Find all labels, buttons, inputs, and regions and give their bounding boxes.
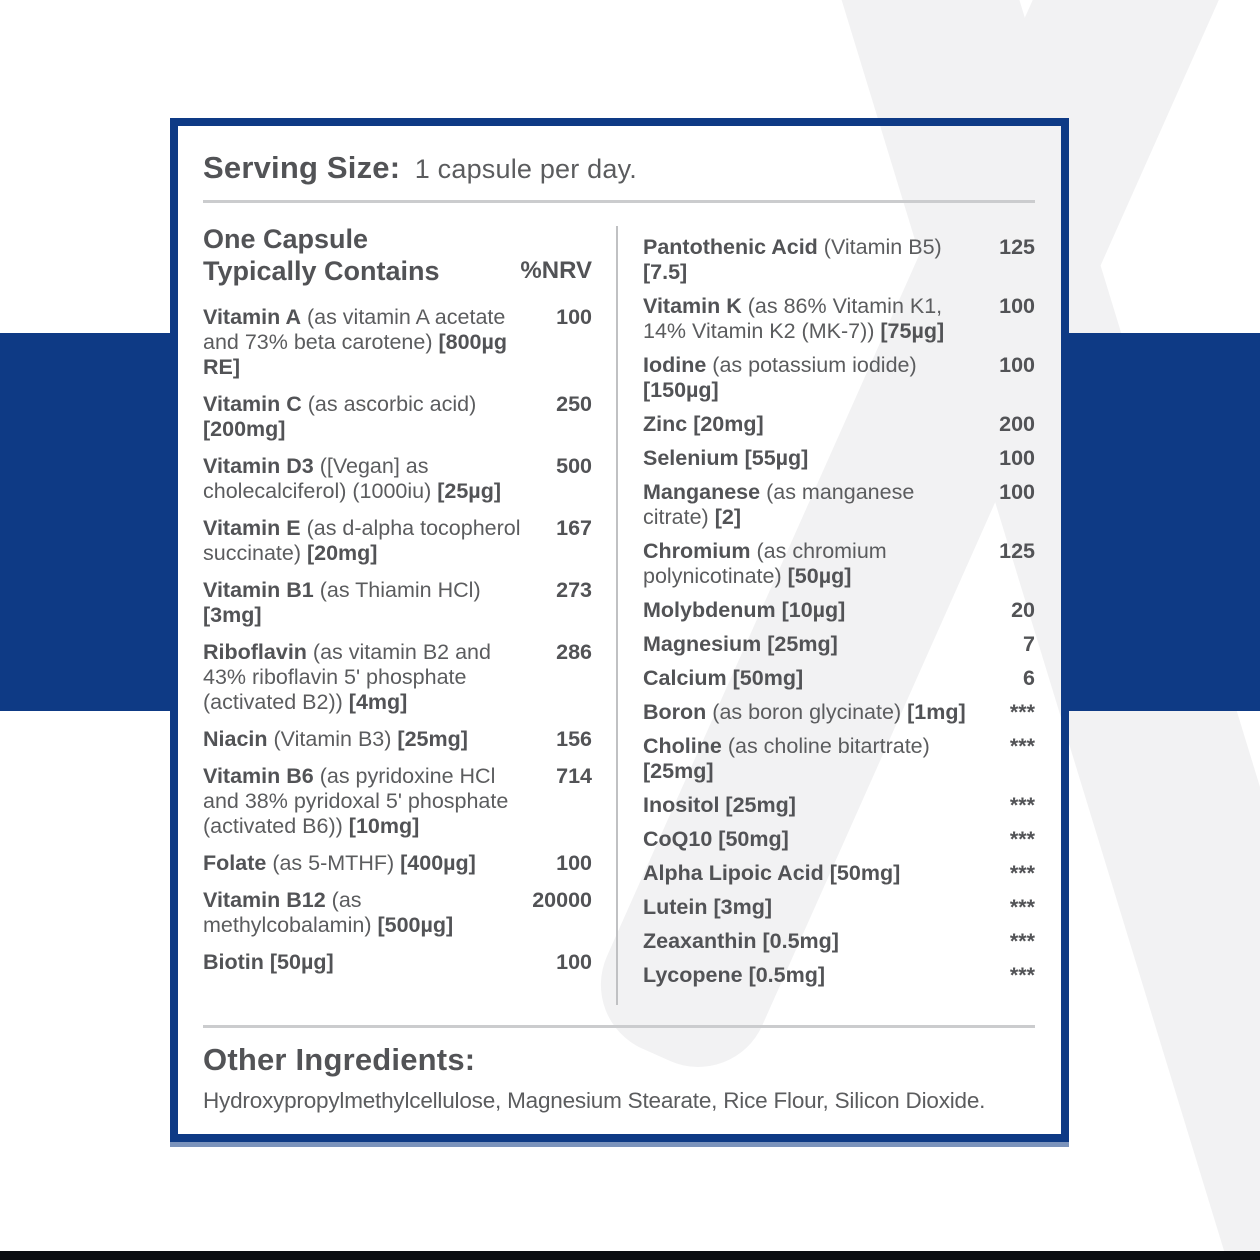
table-row — [643, 666, 1035, 691]
row-amount: [150µg] — [643, 378, 719, 402]
row-desc: (as methylcobalamin) — [203, 888, 372, 937]
row-nrv-value: 200 — [999, 412, 1035, 436]
row-name: Zeaxanthin — [643, 929, 757, 953]
row-desc: (Vitamin B5) — [823, 235, 942, 259]
serving-size-value: 1 capsule per day. — [414, 154, 637, 184]
row-name: Riboflavin — [203, 640, 307, 664]
row-text — [203, 392, 528, 442]
row-nrv-value: 273 — [556, 578, 592, 602]
row-desc: (as vitamin B2 and 43% riboflavin 5' phosphate (activated B2)) — [203, 640, 491, 714]
table-row — [643, 861, 1035, 886]
row-text — [203, 578, 528, 628]
row-nrv-value: 500 — [556, 454, 592, 478]
row-text — [643, 827, 971, 852]
column-header-title — [203, 223, 520, 287]
row-name: Vitamin B12 — [203, 888, 326, 912]
row-name: Vitamin D3 — [203, 454, 314, 478]
row-amount: [3mg] — [203, 603, 262, 627]
row-nrv-value: 100 — [999, 446, 1035, 470]
table-row — [643, 480, 1035, 530]
table-row — [643, 827, 1035, 852]
row-amount: [50µg] — [787, 564, 852, 588]
row-name: Zinc — [643, 412, 688, 436]
table-row — [643, 353, 1035, 403]
row-nrv-value: 20 — [1011, 598, 1035, 622]
row-nrv-value: 7 — [1023, 632, 1035, 656]
row-desc: ([Vegan] as cholecalciferol) (1000iu) — [203, 454, 432, 503]
row-desc: (as chromium polynicotinate) — [643, 539, 887, 588]
row-name: Molybdenum — [643, 598, 776, 622]
row-name: Boron — [643, 700, 707, 724]
row-text — [643, 539, 971, 589]
row-text — [643, 700, 971, 725]
other-ingredients-section — [203, 1025, 1035, 1134]
row-name: Inositol — [643, 793, 720, 817]
row-nrv-value: *** — [1009, 700, 1035, 724]
table-row — [203, 578, 592, 628]
row-nrv-value: 125 — [999, 235, 1035, 259]
row-text — [643, 412, 971, 437]
row-nrv-value: 100 — [556, 950, 592, 974]
row-amount: [7.5] — [643, 260, 688, 284]
column-header-line2: Typically Contains — [203, 256, 440, 286]
row-nrv-value: 100 — [556, 851, 592, 875]
row-text — [643, 666, 971, 691]
row-desc: (as manganese citrate) — [643, 480, 915, 529]
row-text — [643, 793, 971, 818]
row-amount: [25mg] — [725, 793, 796, 817]
table-row — [643, 734, 1035, 784]
row-text — [643, 235, 971, 285]
row-nrv-value: *** — [1009, 827, 1035, 851]
row-name: Alpha Lipoic Acid — [643, 861, 824, 885]
row-name: Vitamin K — [643, 294, 742, 318]
row-amount: [25µg] — [437, 479, 501, 503]
row-text — [203, 851, 528, 876]
row-nrv-value: 100 — [999, 480, 1035, 504]
right-accent-band — [1069, 333, 1260, 711]
row-name: Folate — [203, 851, 267, 875]
row-name: Vitamin C — [203, 392, 302, 416]
row-text — [643, 294, 971, 344]
table-row — [643, 294, 1035, 344]
other-ingredients-title: Other Ingredients: — [203, 1042, 476, 1077]
row-amount: [25mg] — [767, 632, 838, 656]
nutrients-column-left — [203, 223, 592, 1025]
row-text — [643, 734, 971, 784]
row-nrv-value: 100 — [556, 305, 592, 329]
row-amount: [3mg] — [713, 895, 773, 919]
row-nrv-value: 125 — [999, 539, 1035, 563]
row-desc: (as potassium iodide) — [712, 353, 917, 377]
row-amount: [4mg] — [348, 690, 408, 714]
row-nrv-value: 100 — [999, 353, 1035, 377]
other-ingredients-text: Hydroxypropylmethylcellulose, Magnesium Stearate, Rice Flour, Silicon Dioxide. — [203, 1088, 986, 1113]
table-row — [643, 235, 1035, 285]
row-amount: [200mg] — [203, 417, 286, 441]
table-row — [203, 392, 592, 442]
table-row — [643, 929, 1035, 954]
table-row — [643, 963, 1035, 988]
rows-right — [643, 235, 1035, 988]
row-name: Vitamin B1 — [203, 578, 314, 602]
row-text — [643, 963, 971, 988]
row-text — [643, 632, 971, 657]
row-amount: [10mg] — [348, 814, 420, 838]
row-amount: [1mg] — [907, 700, 966, 724]
row-text — [203, 764, 528, 839]
row-name: Manganese — [643, 480, 761, 504]
row-amount: [55µg] — [744, 446, 809, 470]
row-nrv-value: 100 — [999, 294, 1035, 318]
row-text — [643, 861, 971, 886]
row-text — [643, 353, 971, 403]
row-amount: [75µg] — [880, 319, 945, 343]
row-name: Biotin — [203, 950, 264, 974]
row-name: Selenium — [643, 446, 739, 470]
row-name: Choline — [643, 734, 722, 758]
row-amount: [20mg] — [693, 412, 764, 436]
row-text — [203, 727, 528, 752]
row-amount: [500µg] — [377, 913, 454, 937]
column-header — [203, 223, 592, 287]
row-nrv-value: 6 — [1023, 666, 1035, 690]
row-nrv-value: *** — [1009, 734, 1035, 758]
table-row — [643, 793, 1035, 818]
row-text — [643, 895, 971, 920]
row-nrv-value: 286 — [556, 640, 592, 664]
row-nrv-value: 250 — [556, 392, 592, 416]
row-amount: [0.5mg] — [762, 929, 839, 953]
row-desc: (as 86% Vitamin K1, 14% Vitamin K2 (MK-7)) — [643, 294, 943, 343]
table-row — [203, 950, 592, 975]
row-name: Niacin — [203, 727, 268, 751]
table-row — [203, 640, 592, 715]
column-header-line1: One Capsule — [203, 224, 369, 254]
row-name: Magnesium — [643, 632, 762, 656]
rows-left — [203, 305, 592, 975]
row-desc: (as choline bitartrate) — [727, 734, 930, 758]
row-nrv-value: *** — [1009, 793, 1035, 817]
row-amount: [800µg RE] — [203, 330, 508, 379]
row-name: Pantothenic Acid — [643, 235, 818, 259]
table-row — [203, 727, 592, 752]
row-text — [203, 454, 528, 504]
row-amount: [50µg] — [269, 950, 334, 974]
table-row — [203, 305, 592, 380]
row-name: Iodine — [643, 353, 707, 377]
left-accent-band — [0, 333, 170, 711]
row-desc: (as d-alpha tocopherol succinate) — [203, 516, 521, 565]
table-row — [643, 412, 1035, 437]
row-text — [643, 446, 971, 471]
row-text — [203, 305, 528, 380]
table-row — [643, 632, 1035, 657]
row-desc: (as boron glycinate) — [712, 700, 902, 724]
table-row — [203, 851, 592, 876]
row-text — [643, 598, 971, 623]
table-row — [203, 516, 592, 566]
row-amount: [400µg] — [400, 851, 476, 875]
row-text — [203, 950, 528, 975]
serving-size-row — [203, 126, 1035, 200]
row-amount: [25mg] — [643, 759, 714, 783]
row-text — [203, 516, 528, 566]
row-text — [203, 888, 528, 938]
row-desc: (as pyridoxine HCl and 38% pyridoxal 5' phosphate (activated B6)) — [203, 764, 509, 838]
table-row — [643, 700, 1035, 725]
row-name: Vitamin E — [203, 516, 301, 540]
nutrients-columns — [203, 203, 1035, 1025]
row-amount: [50mg] — [732, 666, 804, 690]
row-amount: [50mg] — [829, 861, 901, 885]
nrv-header: %NRV — [520, 257, 592, 284]
row-nrv-value: 156 — [556, 727, 592, 751]
row-name: Vitamin B6 — [203, 764, 314, 788]
row-nrv-value: 20000 — [532, 888, 592, 912]
row-amount: [50mg] — [718, 827, 789, 851]
row-text — [203, 640, 528, 715]
row-nrv-value: *** — [1009, 861, 1035, 885]
table-row — [203, 888, 592, 938]
table-row — [643, 539, 1035, 589]
serving-size-label: Serving Size: — [203, 150, 401, 185]
nutrients-column-right — [618, 223, 1035, 1025]
bottom-dark-bar — [0, 1251, 1260, 1260]
row-name: CoQ10 — [643, 827, 713, 851]
row-text — [643, 929, 971, 954]
row-name: Calcium — [643, 666, 727, 690]
row-amount: [2] — [714, 505, 741, 529]
row-nrv-value: *** — [1009, 895, 1035, 919]
row-desc: (as ascorbic acid) — [307, 392, 477, 416]
row-text — [643, 480, 971, 530]
row-nrv-value: 167 — [556, 516, 592, 540]
row-amount: [10µg] — [781, 598, 846, 622]
row-desc: (as vitamin A acetate and 73% beta carotene) — [203, 305, 506, 354]
row-name: Lutein — [643, 895, 708, 919]
row-desc: (as 5-MTHF) — [272, 851, 395, 875]
supplement-facts-panel — [170, 118, 1069, 1142]
row-amount: [0.5mg] — [748, 963, 826, 987]
table-row — [643, 446, 1035, 471]
row-name: Lycopene — [643, 963, 743, 987]
row-amount: [20mg] — [306, 541, 378, 565]
row-name: Chromium — [643, 539, 751, 563]
row-nrv-value: *** — [1009, 929, 1035, 953]
table-row — [643, 895, 1035, 920]
row-nrv-value: 714 — [556, 764, 592, 788]
row-name: Vitamin A — [203, 305, 301, 329]
row-nrv-value: *** — [1009, 963, 1035, 987]
table-row — [203, 454, 592, 504]
row-desc: (Vitamin B3) — [273, 727, 392, 751]
row-amount: [25mg] — [397, 727, 468, 751]
table-row — [643, 598, 1035, 623]
table-row — [203, 764, 592, 839]
row-desc: (as Thiamin HCl) — [319, 578, 481, 602]
